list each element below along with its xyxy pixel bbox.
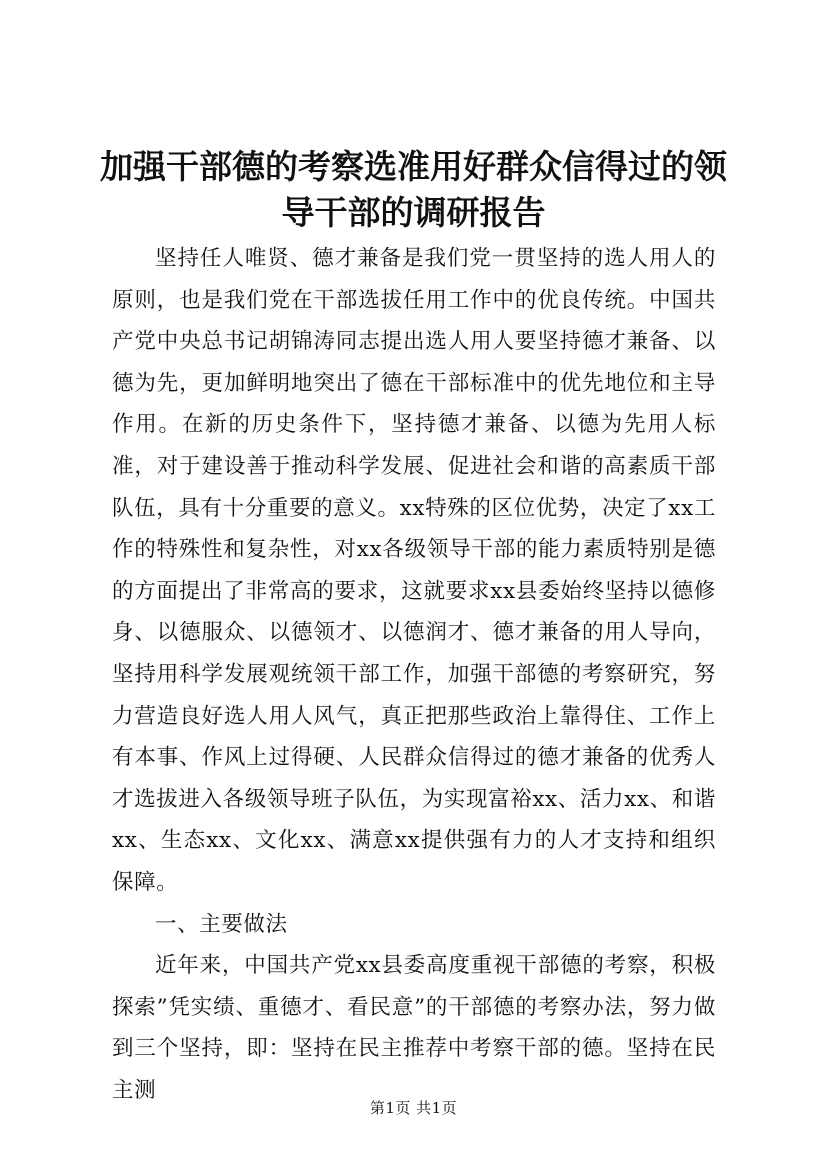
paragraph-intro: 坚持任人唯贤、德才兼备是我们党一贯坚持的选人用人的原则，也是我们党在干部选拔任用工作中的优良传统。中国共产党中央总书记胡锦涛同志提出选人用人要坚持德才兼备、以德为先，更加鲜明地突出了德在干部标准中的优先地位和主导作用。在新的历史条件下，坚持德才兼备、以德为先用人标准，对于建设善于推动科学发展、促进社会和谐的高素质干部队伍，具有十分重要的意义。xx特殊的区位优势，决定了xx工作的特殊性和复杂性，对xx各级领导干部的能力素质特别是德的方面提出了非常高的要求，这就要求xx县委始终坚持以德修身、以德服众、以德领才、以德润才、德才兼备的用人导向，坚持用科学发展观统领干部工作，加强干部德的考察研究，努力营造良好选人用人风气，真正把那些政治上靠得住、工作上有本事、作风上过得硬、人民群众信得过的德才兼备的优秀人才选拔进入各级领导班子队伍，为实现富裕xx、活力xx、和谐xx、生态xx、文化xx、满意xx提供强有力的人才支持和组织保障。	[112, 246, 716, 895]
paragraph-practices: 近年来，中国共产党xx县委高度重视干部德的考察，积极探索”凭实绩、重德才、看民意”的干部德的考察办法，努力做到三个坚持，即：坚持在民主推荐中考察干部的德。坚持在民主测	[112, 953, 716, 1103]
page-footer: 第1页 共1页	[369, 1099, 458, 1117]
document-body	[112, 238, 716, 1111]
section-heading-main-practices: 一、主要做法	[155, 911, 288, 937]
document-title: 加强干部德的考察选准用好群众信得过的领导干部的调研报告	[100, 147, 727, 232]
